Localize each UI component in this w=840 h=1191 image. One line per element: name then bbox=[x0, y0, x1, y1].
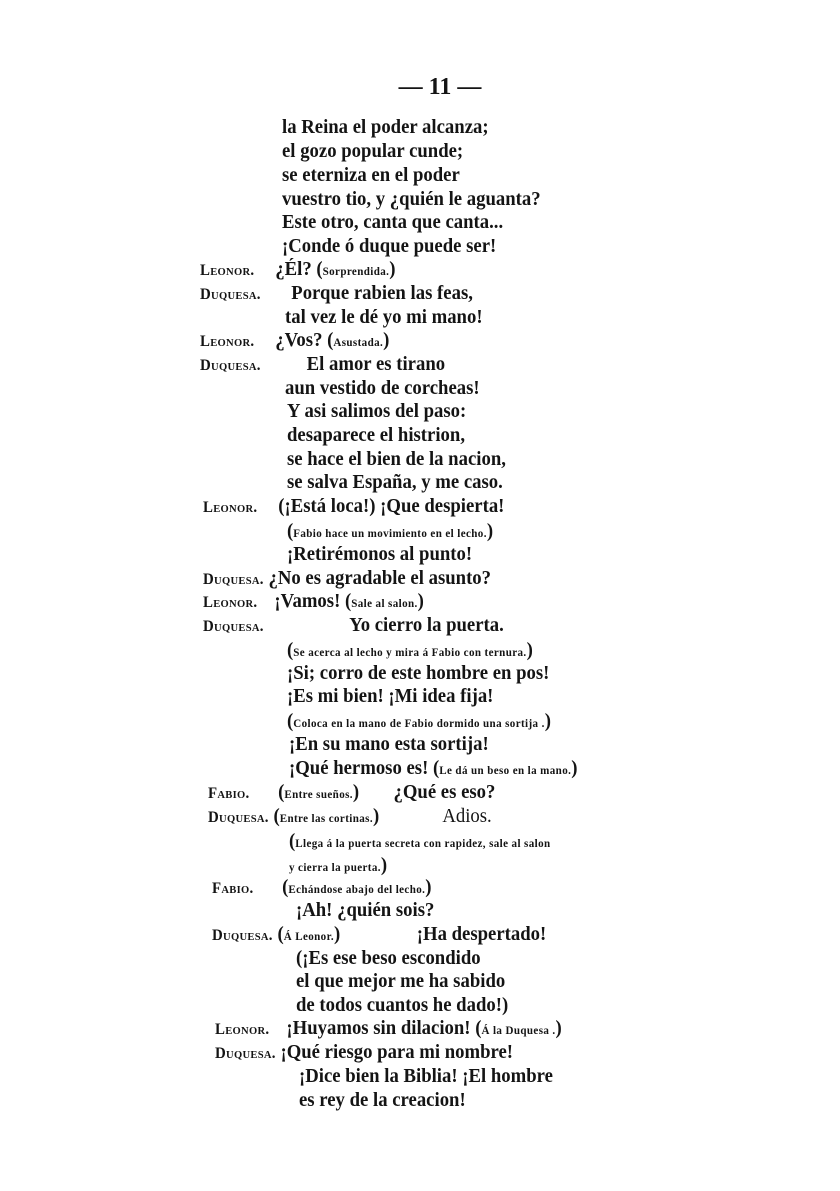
verse-line bbox=[287, 401, 466, 423]
verse-line bbox=[282, 189, 541, 211]
dialogue-line: Leonor. ¿Él? (Sorprendida.) bbox=[200, 259, 396, 280]
dialogue-line: Duquesa. (Entre las cortinas.) Adios. bbox=[208, 806, 492, 827]
verse-text: vuestro tio, y ¿quién le aguanta? bbox=[282, 189, 541, 210]
stage-direction: Le dá un beso en la mano. bbox=[439, 765, 572, 777]
dialogue-line bbox=[200, 283, 473, 306]
verse-text: se eterniza en el poder bbox=[282, 165, 460, 186]
verse-line: ¡Qué hermoso es! (Le dá un beso en la mano.) bbox=[289, 758, 578, 779]
speaker-name: Fabio. bbox=[212, 880, 254, 897]
speaker-name: Duquesa. bbox=[203, 571, 264, 588]
verse-text: (¡Es ese beso escondido bbox=[296, 948, 481, 969]
verse-text: ¡En su mano esta sortija! bbox=[289, 734, 489, 755]
verse-line bbox=[299, 1066, 553, 1088]
verse-text: aun vestido de corcheas! bbox=[285, 378, 480, 399]
verse-text: ¡Es mi bien! ¡Mi idea fija! bbox=[287, 686, 494, 707]
stage-direction: Coloca en la mano de Fabio dormido una sortija . bbox=[293, 718, 545, 730]
dialogue-line bbox=[203, 615, 504, 638]
verse-text: ¡Conde ó duque puede ser! bbox=[282, 236, 497, 257]
verse-text: ¡Qué hermoso es! bbox=[289, 758, 429, 779]
dialogue-line: Fabio. (Entre sueños.) ¿Qué es eso? bbox=[208, 782, 496, 803]
verse-line bbox=[296, 948, 481, 970]
speaker-name: Fabio. bbox=[208, 785, 250, 802]
verse-text: ¡Vamos! bbox=[274, 591, 341, 612]
verse-line bbox=[287, 686, 493, 708]
dialogue-line bbox=[200, 354, 445, 377]
verse-line bbox=[296, 995, 508, 1017]
verse-line bbox=[287, 544, 472, 566]
speaker-name: Leonor. bbox=[200, 333, 255, 350]
stage-direction-line: (Fabio hace un movimiento en el lecho.) bbox=[287, 521, 494, 542]
stage-direction: Sorprendida. bbox=[322, 266, 390, 278]
speaker-name: Duquesa. bbox=[200, 357, 261, 374]
speaker-name: Duquesa. bbox=[200, 286, 261, 303]
verse-text: ¡Ha despertado! bbox=[416, 924, 547, 945]
verse-text: ¡Retirémonos al punto! bbox=[287, 544, 473, 565]
verse-text: (¡Está loca!) ¡Que despierta! bbox=[278, 496, 505, 517]
verse-text: ¡Si; corro de este hombre en pos! bbox=[287, 663, 550, 684]
stage-direction: Entre sueños. bbox=[284, 789, 353, 801]
verse-text: Adios. bbox=[442, 806, 492, 827]
verse-text: el que mejor me ha sabido bbox=[296, 971, 506, 992]
stage-direction: Se acerca al lecho y mira á Fabio con ternura. bbox=[293, 647, 527, 659]
stage-direction: Asustada. bbox=[333, 337, 384, 349]
speaker-name: Duquesa. bbox=[215, 1045, 276, 1062]
speaker-name: Duquesa. bbox=[212, 927, 273, 944]
stage-direction: Sale al salon. bbox=[351, 598, 418, 610]
verse-text: ¡Qué riesgo para mi nombre! bbox=[280, 1042, 514, 1063]
dialogue-line: Leonor. ¡Huyamos sin dilacion! (Á la Duquesa .) bbox=[215, 1018, 562, 1039]
verse-line bbox=[289, 734, 489, 756]
stage-direction: Á la Duquesa . bbox=[481, 1025, 556, 1037]
verse-text: ¡Ah! ¿quién sois? bbox=[296, 900, 435, 921]
speaker-name: Leonor. bbox=[203, 499, 258, 516]
verse-text: ¡Dice bien la Biblia! ¡El hombre bbox=[299, 1066, 553, 1087]
verse-line bbox=[287, 449, 506, 471]
stage-direction: y cierra la puerta. bbox=[289, 862, 381, 874]
verse-text: tal vez le dé yo mi mano! bbox=[285, 307, 483, 328]
dialogue-line bbox=[203, 568, 491, 591]
stage-direction-line: y cierra la puerta.) bbox=[289, 855, 388, 876]
dialogue-line bbox=[215, 1042, 513, 1065]
verse-text: la Reina el poder alcanza; bbox=[282, 117, 489, 138]
dialogue-line: Leonor. ¡Vamos! (Sale al salon.) bbox=[203, 591, 424, 612]
verse-line bbox=[287, 663, 549, 685]
speaker-name: Leonor. bbox=[215, 1021, 270, 1038]
stage-direction: Llega á la puerta secreta con rapidez, sale al salon bbox=[295, 838, 551, 850]
verse-line bbox=[285, 378, 480, 400]
stage-direction: Entre las cortinas. bbox=[279, 813, 373, 825]
speaker-name: Leonor. bbox=[203, 594, 258, 611]
verse-text: de todos cuantos he dado!) bbox=[296, 995, 509, 1016]
speaker-name: Duquesa. bbox=[208, 809, 269, 826]
verse-text: Y asi salimos del paso: bbox=[287, 401, 467, 422]
verse-line bbox=[282, 141, 463, 163]
dialogue-line: Leonor. ¿Vos? (Asustada.) bbox=[200, 330, 390, 351]
verse-text: se hace el bien de la nacion, bbox=[287, 449, 506, 470]
verse-line bbox=[287, 472, 503, 494]
stage-direction-line: (Se acerca al lecho y mira á Fabio con ternura.) bbox=[287, 640, 533, 661]
page-number: — 11 — bbox=[398, 74, 482, 100]
verse-line bbox=[282, 117, 489, 139]
verse-text: ¿No es agradable el asunto? bbox=[268, 568, 492, 589]
stage-direction-line: (Coloca en la mano de Fabio dormido una sortija .) bbox=[287, 711, 551, 732]
verse-text: ¿Qué es eso? bbox=[393, 782, 496, 803]
verse-text: ¿Él? bbox=[275, 259, 312, 280]
verse-text: desaparece el histrion, bbox=[287, 425, 466, 446]
verse-line bbox=[282, 165, 460, 187]
stage-direction-line: (Llega á la puerta secreta con rapidez, sale al salon bbox=[289, 831, 551, 852]
verse-line bbox=[282, 236, 496, 258]
dialogue-line: Fabio. (Echándose abajo del lecho.) bbox=[212, 877, 432, 898]
dialogue-line: Duquesa. (Á Leonor.) ¡Ha despertado! bbox=[212, 924, 547, 945]
speaker-name: Duquesa. bbox=[203, 618, 264, 635]
verse-text: Porque rabien las feas, bbox=[291, 283, 473, 304]
verse-text: Yo cierro la puerta. bbox=[349, 615, 504, 636]
verse-line bbox=[296, 971, 505, 993]
dialogue-line bbox=[203, 496, 504, 519]
verse-text: es rey de la creacion! bbox=[299, 1090, 466, 1111]
verse-text: El amor es tirano bbox=[306, 354, 446, 375]
verse-line bbox=[296, 900, 434, 922]
verse-text: se salva España, y me caso. bbox=[287, 472, 503, 493]
verse-line bbox=[282, 212, 503, 234]
verse-text: Este otro, canta que canta... bbox=[282, 212, 504, 233]
verse-line bbox=[299, 1090, 466, 1112]
stage-direction: Á Leonor. bbox=[283, 931, 334, 943]
stage-direction: Fabio hace un movimiento en el lecho. bbox=[293, 528, 487, 540]
verse-text: ¡Huyamos sin dilacion! bbox=[286, 1018, 471, 1039]
speaker-name: Leonor. bbox=[200, 262, 255, 279]
verse-text: ¿Vos? bbox=[275, 330, 323, 351]
stage-direction: Echándose abajo del lecho. bbox=[288, 884, 426, 896]
verse-line bbox=[287, 425, 465, 447]
verse-line bbox=[285, 307, 483, 329]
verse-text: el gozo popular cunde; bbox=[282, 141, 464, 162]
